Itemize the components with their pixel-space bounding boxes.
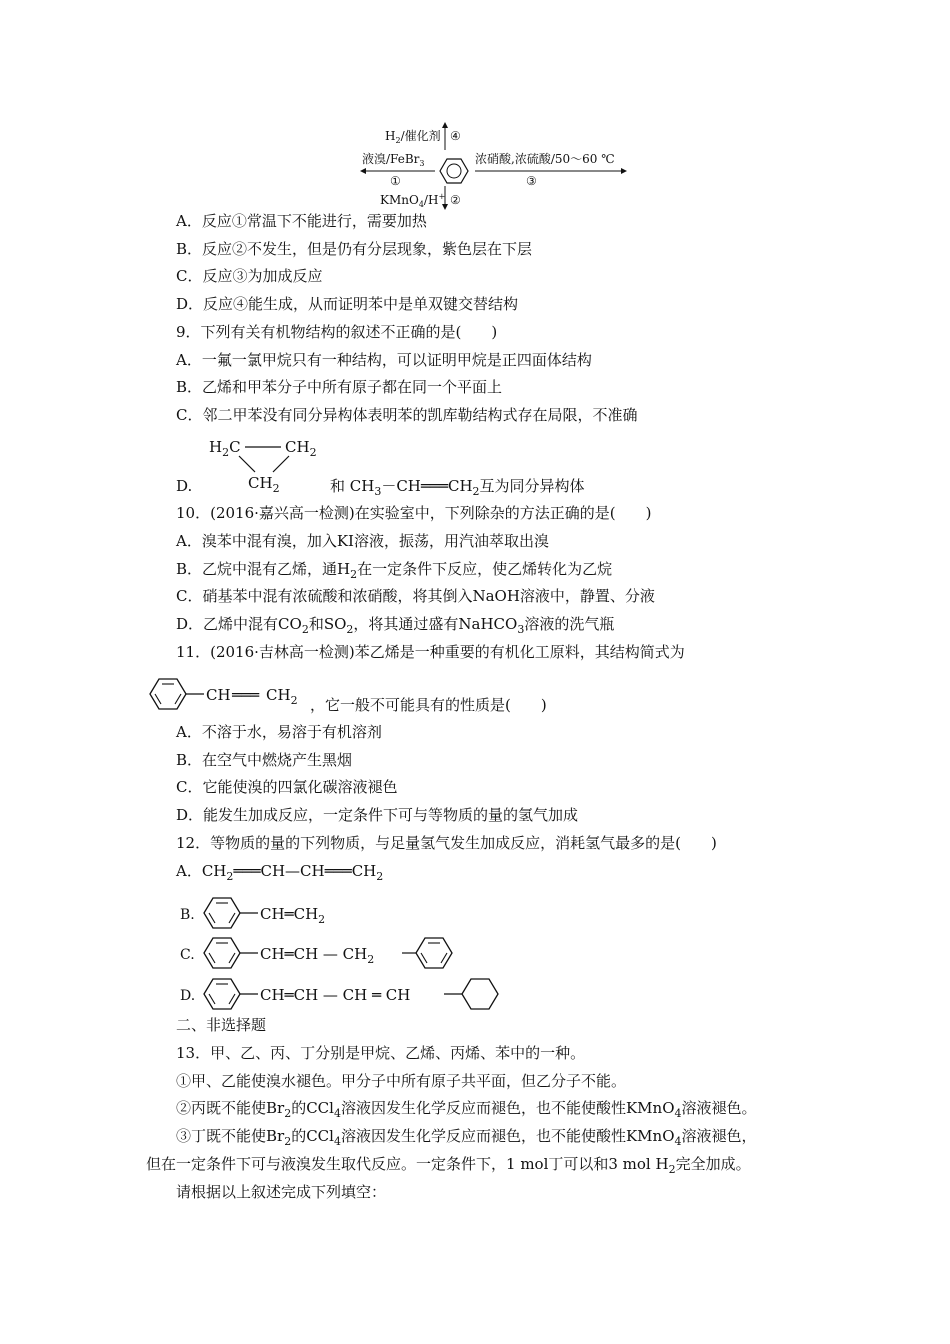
svg-text:═══: ═══ (232, 686, 260, 704)
q11-stem: 11．(2016·吉林高一检测)苯乙烯是一种重要的有机化工原料，其结构简式为 (176, 643, 685, 661)
q13-clue-1: ①甲、乙能使溴水褪色。甲分子中所有原子共平面，但乙分子不能。 (176, 1072, 627, 1090)
svg-text:CH═CH — CH ═ CH: CH═CH — CH ═ CH (260, 986, 411, 1004)
q10-option-d: D．乙烯中混有$CO_2$和$SO_2$，将其通过盛有NaHCO$_3$溶液的洗气瓶 (176, 615, 615, 636)
svg-text:CH2: $CH_2$ (248, 474, 280, 495)
benzene-ring (440, 159, 468, 183)
section-heading: 二、非选择题 (176, 1016, 267, 1034)
benzene-reaction-scheme (340, 118, 640, 213)
q11-option-b: B．在空气中燃烧产生黑烟 (176, 751, 353, 769)
svg-text:C.: C. (180, 947, 195, 963)
reaction2-number: ② (450, 193, 461, 207)
q8-option-c: C．反应③为加成反应 (176, 267, 323, 285)
q10-option-b: B．乙烷中混有乙烯，通$H_2$在一定条件下反应，使乙烯转化为乙烷 (176, 560, 613, 581)
q9-option-a: A．一氟一氯甲烷只有一种结构，可以证明甲烷是正四面体结构 (176, 351, 592, 369)
q12-option-a: A．$CH_2═══CH—CH═══CH_2$ (176, 862, 384, 883)
q9-stem: 9．下列有关有机物结构的叙述不正确的是( ) (176, 323, 498, 341)
q12-stem: 12．等物质的量的下列物质，与足量氢气发生加成反应，消耗氢气最多的是( ) (176, 834, 717, 852)
q12-option-d-structure (176, 974, 506, 1014)
svg-text:CH2: $CH_2$ (266, 686, 298, 707)
q9-option-d-text: 和 $CH_3-CH═══CH_2$互为同分异构体 (330, 477, 585, 498)
q10-option-a: A．溴苯中混有溴，加入KI溶液，振荡，用汽油萃取出溴 (176, 532, 549, 550)
q8-option-b: B．反应②不发生，但是仍有分层现象，紫色层在下层 (176, 240, 533, 258)
q9-option-b: B．乙烯和甲苯分子中所有原子都在同一个平面上 (176, 378, 503, 396)
q13-clue-3-continued: 但在一定条件下可与液溴发生取代反应。一定条件下，1 mol丁可以和3 mol $H_2$完全加成。 (146, 1155, 751, 1176)
svg-text:CH2: $CH_2$ (285, 438, 317, 459)
q11-stem-continued: ，它一般不可能具有的性质是( ) (310, 696, 547, 714)
cyclopropane-structure (205, 432, 335, 497)
q13-clue-3: ③丁既不能使$Br_2$的CCl$_4$溶液因发生化学反应而褪色，也不能使酸性KMnO$_4$溶液褪色， (176, 1127, 757, 1148)
q9-option-d-label: D. (176, 477, 193, 495)
q9-option-c: C．邻二甲苯没有同分异构体表明苯的凯库勒结构式存在局限，不准确 (176, 406, 638, 424)
reaction1-reagent: 液溴/FeBr$_3$ (362, 152, 425, 168)
svg-text:B.: B. (180, 907, 195, 923)
styrene-structure (146, 676, 306, 712)
svg-text:CH═CH2: $CH═CH_2$ (260, 905, 326, 926)
reaction4-reagent: $H_2/$催化剂 (385, 129, 441, 145)
q10-stem: 10．(2016·嘉兴高一检测)在实验室中，下列除杂的方法正确的是( ) (176, 504, 652, 522)
q13-stem: 13．甲、乙、丙、丁分别是甲烷、乙烯、丙烯、苯中的一种。 (176, 1044, 586, 1062)
q11-option-a: A．不溶于水，易溶于有机溶剂 (176, 723, 382, 741)
q8-option-d: D．反应④能生成，从而证明苯中是单双键交替结构 (176, 295, 519, 313)
q11-option-d: D．能发生加成反应，一定条件下可与等物质的量的氢气加成 (176, 806, 579, 824)
svg-text:H2C: $H_2C$ (209, 438, 241, 459)
svg-text:CH: CH (206, 686, 231, 704)
reaction3-number: ③ (526, 174, 537, 188)
reaction3-reagent: 浓硝酸,浓硫酸/50～60 ℃ (475, 152, 615, 166)
svg-text:D.: D. (180, 988, 196, 1004)
q13-instruction: 请根据以上叙述完成下列填空： (176, 1183, 387, 1201)
q12-option-b-structure (176, 894, 376, 932)
reaction1-number: ① (390, 174, 401, 188)
q13-clue-2: ②丙既不能使$Br_2$的CCl$_4$溶液因发生化学反应而褪色，也不能使酸性KMnO$_4$溶液褪色。 (176, 1099, 757, 1120)
q12-option-c-structure (176, 934, 476, 972)
svg-text:CH═CH — CH2: CH═CH — $CH_2$ (260, 945, 375, 966)
q11-option-c: C．它能使溴的四氯化碳溶液褪色 (176, 778, 398, 796)
reaction2-reagent: KMnO$_4$/H+ (380, 192, 446, 209)
reaction4-number: ④ (450, 129, 461, 143)
q10-option-c: C．硝基苯中混有浓硫酸和浓硝酸，将其倒入NaOH溶液中，静置、分液 (176, 587, 655, 605)
q8-option-a: A．反应①常温下不能进行，需要加热 (176, 212, 427, 230)
